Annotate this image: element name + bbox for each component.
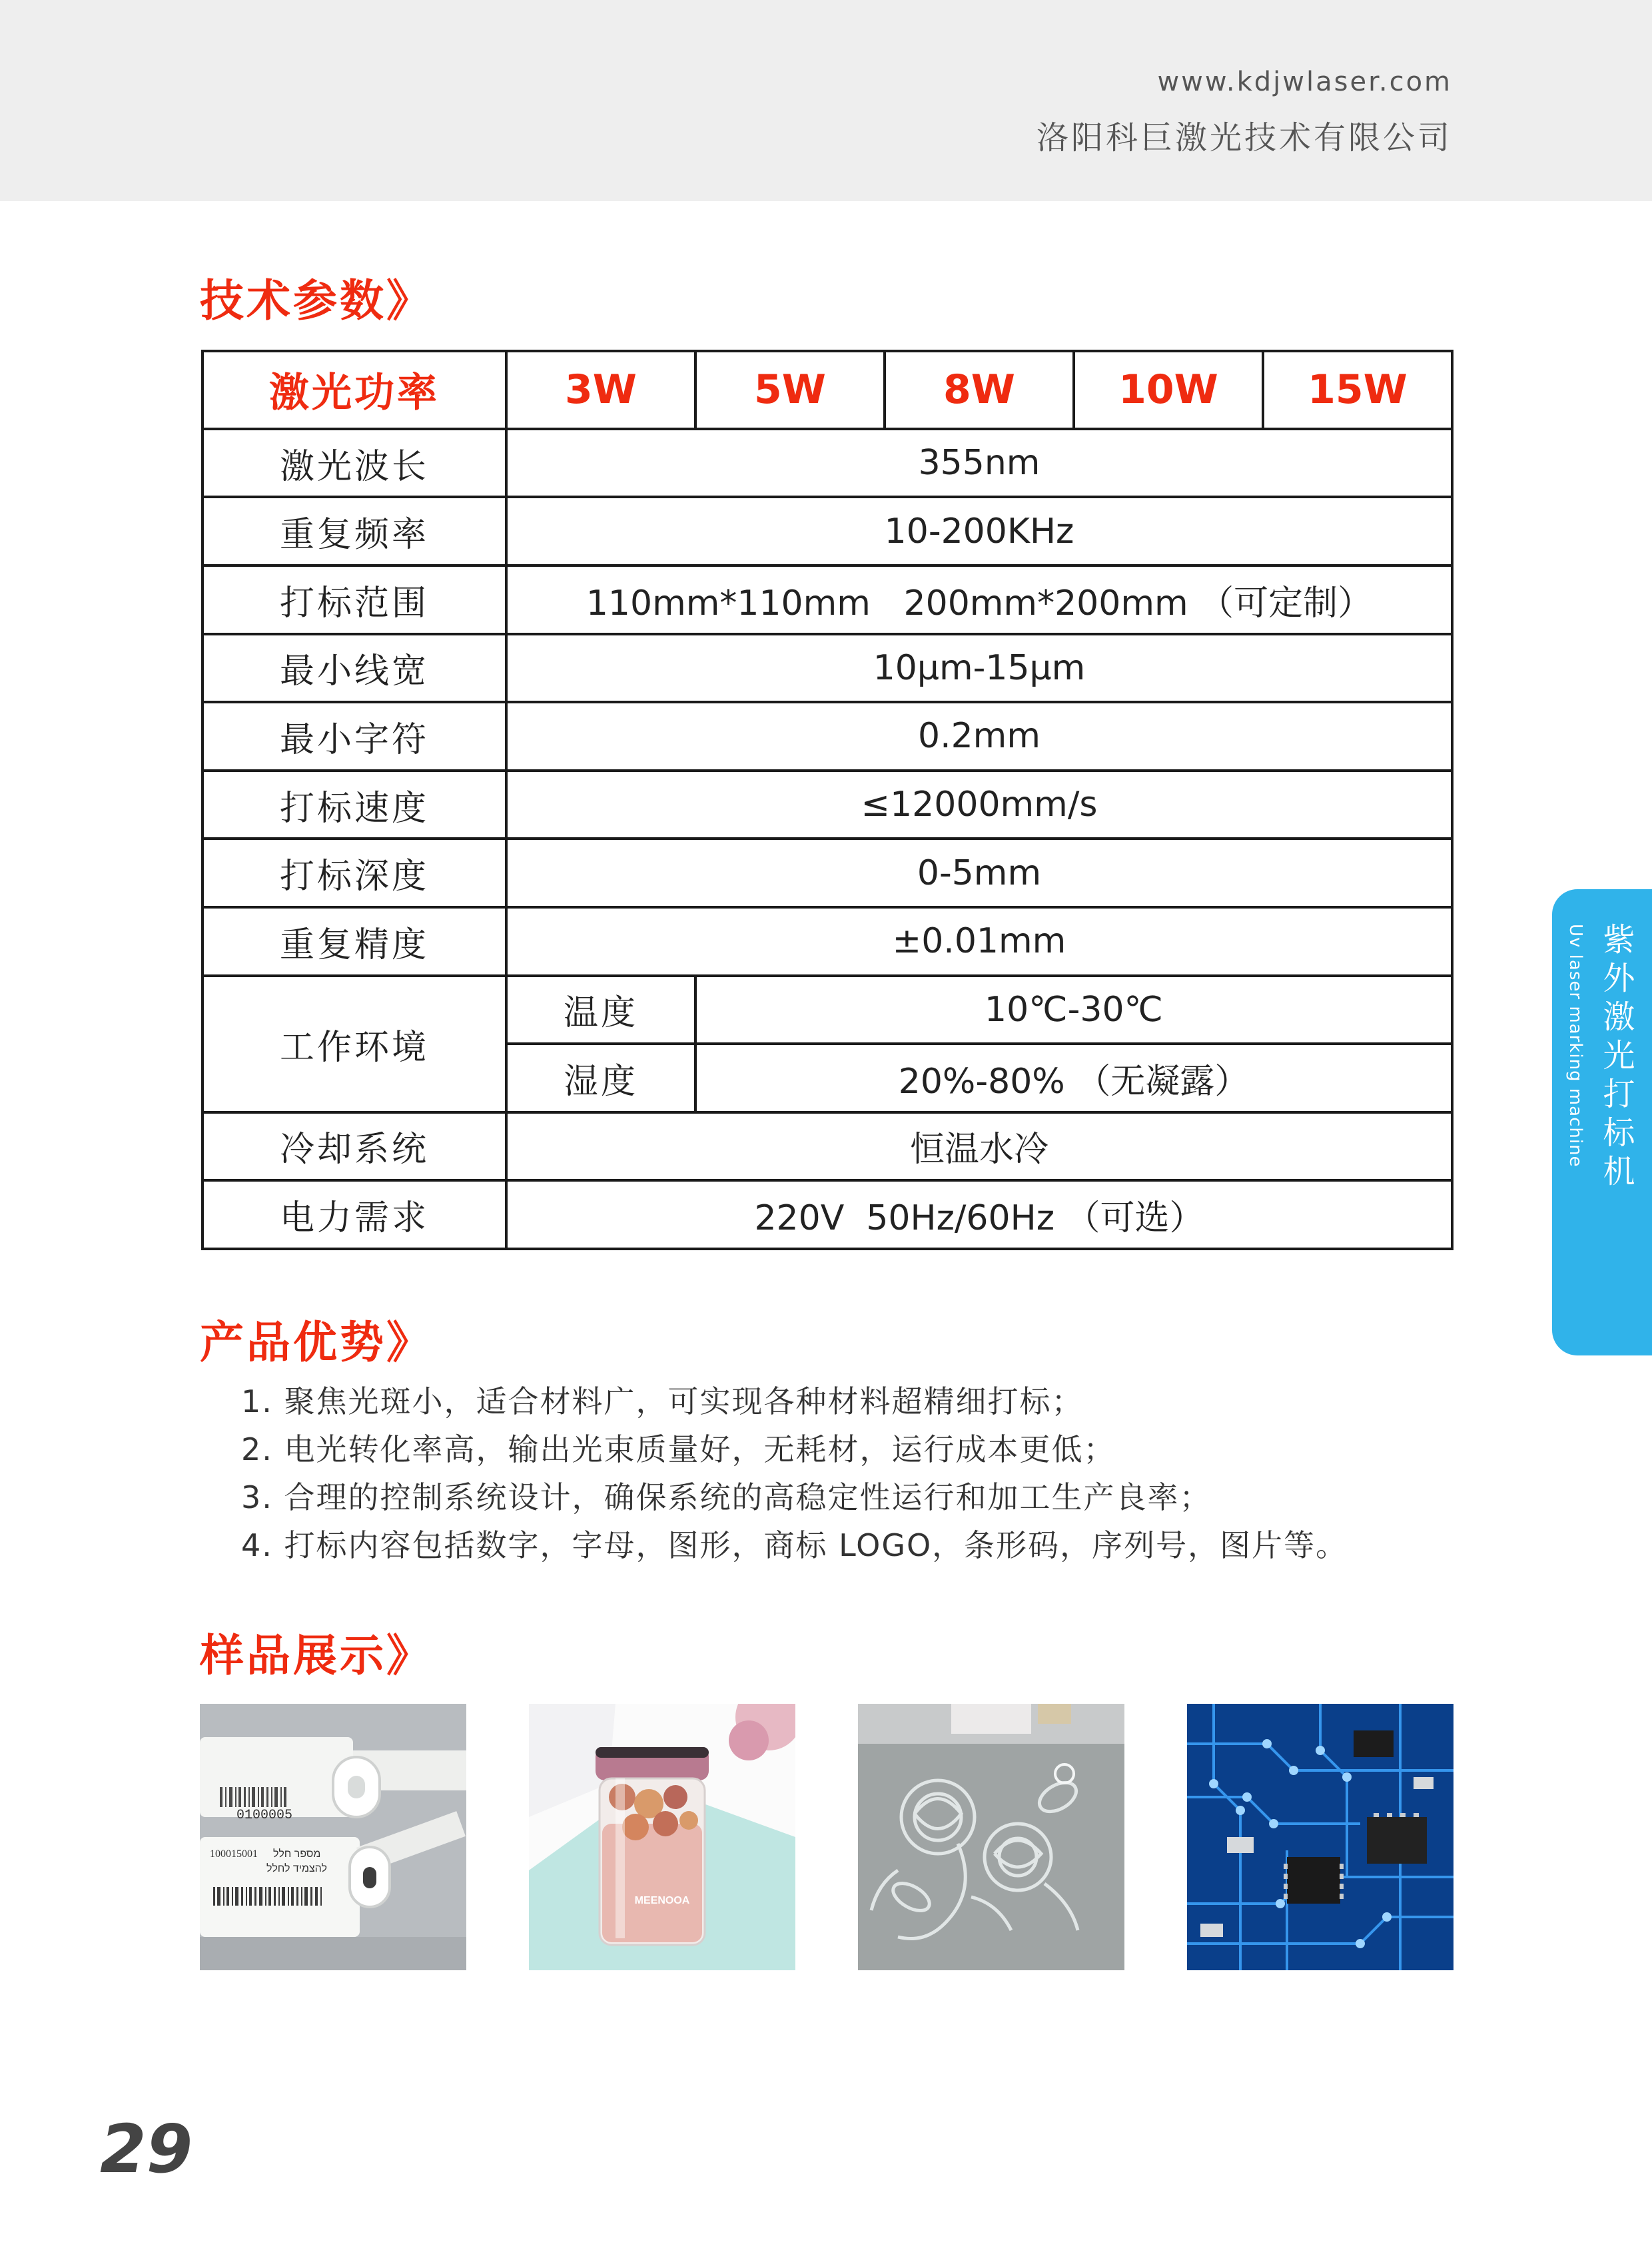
bottle-photo — [529, 1704, 795, 1970]
glass-rose-photo — [858, 1704, 1124, 1970]
website-url: www.kdjwlaser.com — [1157, 67, 1452, 97]
sample-image-bottle — [529, 1704, 795, 1970]
spec-label: 最小线宽 — [203, 634, 506, 703]
spec-row — [203, 497, 1452, 565]
laser-power-label: 激光功率 — [203, 351, 506, 429]
spec-value: 10-200KHz — [506, 497, 1452, 565]
list-item: 4. 打标内容包括数字，字母，图形，商标 LOGO，条形码，序列号，图片等。 — [241, 1527, 1348, 1563]
spec-row — [203, 702, 1452, 771]
power-option: 5W — [695, 351, 885, 429]
circuit-photo — [1187, 1704, 1453, 1970]
list-item: 1. 聚焦光斑小，适合材料广，可实现各种材料超精细打标； — [241, 1383, 1084, 1419]
humidity-label: 湿度 — [506, 1044, 695, 1112]
cooling-value: 恒温水冷 — [506, 1112, 1452, 1181]
sample-image-tags — [200, 1704, 466, 1970]
spec-label: 重复频率 — [203, 497, 506, 565]
sample-image-glass-rose — [858, 1704, 1124, 1970]
sample-image-circuit — [1187, 1704, 1453, 1970]
header-band — [0, 0, 1652, 201]
environment-label: 工作环境 — [203, 976, 506, 1112]
specs-section-title: 技术参数》 — [200, 275, 433, 326]
spec-label: 重复精度 — [203, 907, 506, 976]
side-tab-subtitle: Uv laser marking machine — [1565, 924, 1585, 1168]
list-item: 3. 合理的控制系统设计，确保系统的高稳定性运行和加工生产良率； — [241, 1479, 1212, 1515]
tag-serial: 0100005 — [236, 1808, 293, 1823]
spec-head-row — [203, 351, 1452, 429]
spec-label: 最小字符 — [203, 702, 506, 771]
bottle-brand: MEENOOA — [634, 1895, 690, 1906]
power-option: 3W — [506, 351, 695, 429]
tag-code: 100015001 — [210, 1848, 258, 1860]
power-option: 15W — [1263, 351, 1452, 429]
spec-row — [203, 1112, 1452, 1181]
spec-row — [203, 907, 1452, 976]
spec-row — [203, 1180, 1452, 1249]
spec-row — [203, 839, 1452, 907]
spec-value: 0-5mm — [506, 839, 1452, 907]
humidity-value: 20%-80% （无凝露） — [695, 1044, 1452, 1112]
spec-label: 打标速度 — [203, 771, 506, 839]
spec-value: ±0.01mm — [506, 907, 1452, 976]
spec-label: 打标深度 — [203, 839, 506, 907]
list-item: 2. 电光转化率高，输出光束质量好，无耗材，运行成本更低； — [241, 1431, 1116, 1467]
spec-value: 0.2mm — [506, 702, 1452, 771]
samples-section-title: 样品展示》 — [200, 1630, 433, 1681]
tag-hebrew-line-2: להצמיד לחלל — [266, 1863, 327, 1874]
temperature-label: 温度 — [506, 976, 695, 1044]
power-supply-label: 电力需求 — [203, 1180, 506, 1249]
sample-gallery — [200, 1704, 1452, 1970]
side-tab-title: 紫外激光打标机 — [1597, 923, 1635, 1193]
tag-photo — [200, 1704, 466, 1970]
page-number: 29 — [100, 2110, 193, 2188]
spec-value: ≤12000mm/s — [506, 771, 1452, 839]
spec-label: 激光波长 — [203, 429, 506, 498]
side-tab — [1552, 889, 1652, 1355]
spec-value: 355nm — [506, 429, 1452, 498]
advantages-list — [241, 1377, 1348, 1569]
power-option: 8W — [885, 351, 1074, 429]
temperature-value: 10℃-30℃ — [695, 976, 1452, 1044]
cooling-label: 冷却系统 — [203, 1112, 506, 1181]
spec-row — [203, 429, 1452, 498]
spec-value: 10μm-15μm — [506, 634, 1452, 703]
company-name: 洛阳科巨激光技术有限公司 — [1036, 119, 1452, 157]
spec-row — [203, 565, 1452, 634]
spec-row — [203, 634, 1452, 703]
power-option: 10W — [1074, 351, 1263, 429]
spec-label: 打标范围 — [203, 565, 506, 634]
spec-row-environment-temperature — [203, 976, 1452, 1044]
tag-hebrew-line-1: מספר חלל — [273, 1848, 321, 1860]
power-supply-value: 220V 50Hz/60Hz （可选） — [506, 1180, 1452, 1249]
advantages-section-title: 产品优势》 — [200, 1317, 433, 1368]
spec-table — [201, 350, 1453, 1250]
spec-row — [203, 771, 1452, 839]
spec-value: 110mm*110mm 200mm*200mm （可定制） — [506, 565, 1452, 634]
